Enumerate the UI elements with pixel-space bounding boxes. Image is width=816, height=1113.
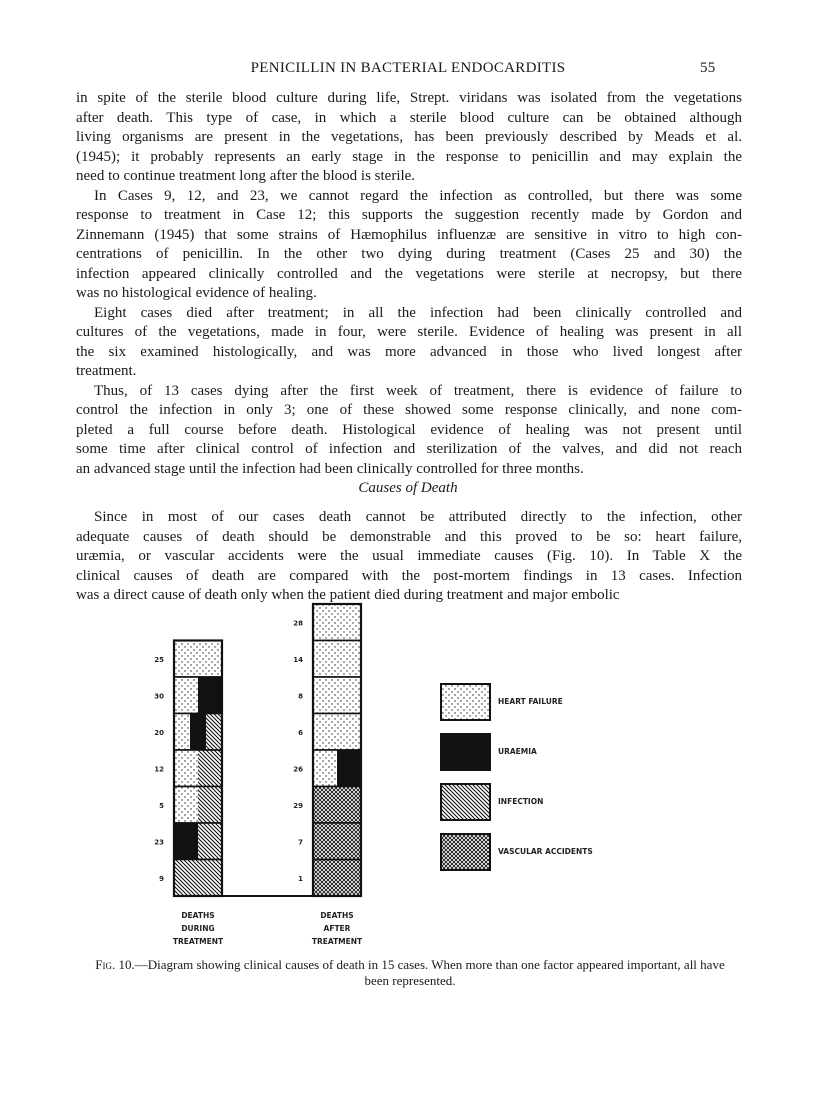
- case-number-label: 28: [293, 619, 303, 628]
- text-line: response to treatment in Case 12; this supports the suggestion recently made by Gordon and: [76, 207, 742, 223]
- text-line: In Cases 9, 12, and 23, we cannot regard the infection as controlled, but there was some: [94, 187, 742, 204]
- legend-swatch-infection: [441, 784, 490, 820]
- case-number-label: 30: [154, 692, 164, 701]
- cause-segment-infection: [206, 714, 222, 751]
- case-number-label: 8: [298, 692, 303, 701]
- text-line: control the infection in only 3; one of these showed some response clinically, and none com-: [76, 402, 742, 418]
- legend-swatch-vascular: [441, 834, 490, 870]
- text-line: clinical causes of death are compared with the post-mortem findings in 13 cases. Infection: [76, 567, 742, 584]
- cause-segment-vascular: [313, 860, 361, 897]
- cause-segment-vascular: [313, 787, 361, 824]
- case-number-label: 9: [159, 874, 164, 883]
- cause-segment-uraemia: [174, 823, 198, 860]
- figure-caption: [95, 957, 725, 989]
- cause-segment-heart-failure: [174, 677, 198, 714]
- column-label: DURING: [181, 924, 215, 933]
- cause-segment-heart-failure: [313, 750, 337, 787]
- text-line: uræmia, or vascular accidents were the usual immediate causes (Fig. 10). In Table X the: [76, 548, 742, 564]
- cause-segment-heart-failure: [174, 714, 190, 751]
- text-line: some time after clinical control of infection and sterilization of the valves, and did not reach: [76, 441, 742, 457]
- cause-segment-infection: [198, 750, 222, 787]
- case-number-label: 12: [154, 765, 164, 774]
- cause-segment-vascular: [313, 823, 361, 860]
- text-line: Zinnemann (1945) that some strains of Hæmophilus influenzæ are sensitive in vitro to high con-: [76, 226, 742, 243]
- case-number-label: 25: [154, 655, 164, 664]
- cause-segment-uraemia: [190, 714, 206, 751]
- cause-segment-heart-failure: [174, 787, 198, 824]
- running-title: PENICILLIN IN BACTERIAL ENDOCARDITIS: [250, 60, 566, 76]
- column-label: DEATHS: [320, 911, 354, 920]
- text-line: in spite of the sterile blood culture during life, Strept. viridans was isolated from the vegetations: [76, 90, 742, 106]
- cause-segment-infection: [198, 787, 222, 824]
- cause-segment-uraemia: [198, 677, 222, 714]
- section-heading: Causes of Death: [358, 480, 458, 496]
- case-number-label: 23: [154, 838, 164, 847]
- cause-segment-heart-failure: [313, 714, 361, 751]
- cause-segment-infection: [198, 823, 222, 860]
- column-label: TREATMENT: [172, 937, 224, 946]
- case-number-label: 14: [293, 655, 303, 664]
- case-number-label: 7: [298, 838, 303, 847]
- case-number-label: 1: [298, 874, 303, 883]
- text-line: after death. This type of case, in which a sterile blood culture can be obtained although: [76, 109, 742, 126]
- text-line: Thus, of 13 cases dying after the first week of treatment, there is evidence of failure to: [94, 382, 742, 399]
- text-line: cultures of the vegetations, made in four, were sterile. Evidence of healing was present in all: [76, 324, 742, 340]
- cause-segment-uraemia: [337, 750, 361, 787]
- text-line: pleted a full course before death. Histological evidence of healing was not present until: [76, 421, 742, 438]
- text-line: adequate causes of death should be demonstrable and this proved to be so: heart failure,: [76, 528, 742, 545]
- legend-label: VASCULAR ACCIDENTS: [498, 847, 593, 856]
- case-number-label: 5: [159, 801, 164, 810]
- cause-segment-heart-failure: [313, 677, 361, 714]
- text-line: living organisms are present in the vegetations, has been previously described by Meads et al.: [76, 129, 742, 145]
- cause-segment-heart-failure: [313, 604, 361, 641]
- text-line: need to continue treatment long after the blood is sterile.: [76, 168, 416, 184]
- caption-text: —Diagram showing clinical causes of death in 15 cases. When more than one factor appeared important, all have been represented.: [134, 957, 725, 988]
- case-number-label: 20: [154, 728, 164, 737]
- legend-label: URAEMIA: [498, 747, 537, 756]
- column-label: AFTER: [323, 924, 351, 933]
- text-line: the six examined histologically, and was more advanced in those who lived longest after: [76, 343, 742, 360]
- cause-segment-heart-failure: [174, 750, 198, 787]
- text-line: was no histological evidence of healing.: [76, 285, 317, 301]
- legend-swatch-heart-failure: [441, 684, 490, 720]
- column-label: DEATHS: [181, 911, 215, 920]
- cause-segment-heart-failure: [174, 641, 222, 678]
- cause-segment-infection: [174, 860, 222, 897]
- column-label: TREATMENT: [311, 937, 363, 946]
- page-number: 55: [700, 60, 716, 76]
- text-line: treatment.: [76, 363, 137, 379]
- legend-label: INFECTION: [498, 797, 544, 806]
- text-line: an advanced stage until the infection had been clinically controlled for three months.: [76, 460, 584, 477]
- legend-swatch-uraemia: [441, 734, 490, 770]
- text-line: Eight cases died after treatment; in all the infection had been clinically controlled and: [94, 304, 742, 321]
- case-number-label: 29: [293, 801, 303, 810]
- text-line: centrations of penicillin. In the other two dying during treatment (Cases 25 and 30) the: [76, 246, 742, 262]
- case-number-label: 6: [298, 728, 303, 737]
- case-number-label: 26: [293, 765, 303, 774]
- caption-fig-label: Fig. 10.: [95, 957, 135, 972]
- cause-segment-heart-failure: [313, 641, 361, 678]
- text-line: was a direct cause of death only when the patient died during treatment and major embolic: [76, 587, 620, 603]
- text-line: infection appeared clinically controlled and the vegetations were sterile at necropsy, but there: [76, 265, 742, 282]
- legend-label: HEART FAILURE: [498, 697, 563, 706]
- text-line: Since in most of our cases death cannot be attributed directly to the infection, other: [94, 509, 742, 525]
- text-line: (1945); it probably represents an early stage in the response to penicillin and may explain the: [76, 148, 742, 165]
